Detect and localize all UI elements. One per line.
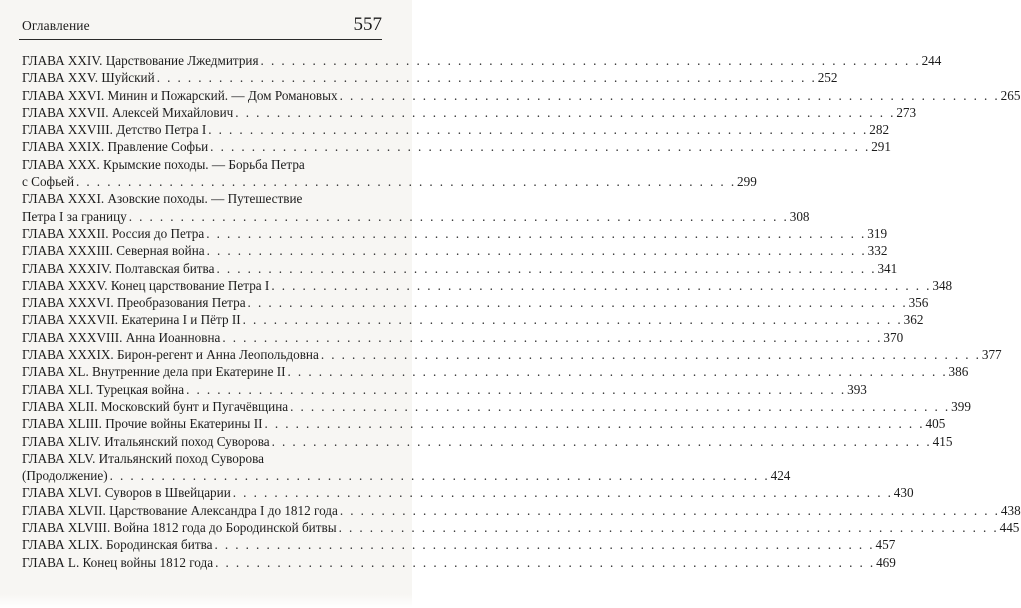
toc-entry (22, 484, 914, 501)
toc-entry-title: ГЛАВА XXXII. Россия до Петра (22, 225, 205, 241)
toc-entry-row (22, 69, 838, 86)
dot-leader: . . . . . . . . . . . . . . . . . . . . . . . . . . . . . . . . . . . . . . . . . . . . . . . . . . . . . . . . . . . . . . . . (222, 329, 883, 345)
dot-leader: . . . . . . . . . . . . . . . . . . . . . . . . . . . . . . . . . . . . . . . . . . . . . . . . . . . . . . . . . . . . . . . . (206, 225, 867, 241)
dot-leader: . . . . . . . . . . . . . . . . . . . . . . . . . . . . . . . . . . . . . . . . . . . . . . . . . . . . . . . . . . . . . . . . (247, 295, 908, 311)
toc-entry (22, 450, 791, 485)
toc-entry-title: ГЛАВА XLI. Турецкая война (22, 381, 185, 397)
toc-entry-row (22, 52, 942, 69)
toc-entry (22, 225, 888, 242)
toc-entry-page: 291 (871, 139, 891, 155)
toc-entry-page: 356 (908, 295, 929, 311)
toc-entry-title: ГЛАВА XLVI. Суворов в Швейцарии (22, 485, 231, 501)
running-header-title: Оглавление (22, 18, 90, 33)
toc-entry (22, 104, 917, 121)
dot-leader: . . . . . . . . . . . . . . . . . . . . . . . . . . . . . . . . . . . . . . . . . . . . . . . . . . . . . . . . . . . . . . . . (287, 364, 948, 380)
toc-entry-title: ГЛАВА XXXIV. Полтавская битва (22, 260, 215, 276)
toc-entry-title: с Софьей (22, 174, 75, 190)
toc-entry-page: 438 (1000, 502, 1021, 518)
toc-entry-row (22, 381, 867, 398)
toc-entry-title: ГЛАВА XXXIX. Бирон-регент и Анна Леопольдовна (22, 347, 319, 363)
toc-entry-title: ГЛАВА XXXVI. Преобразования Петра (22, 295, 246, 311)
toc-entry-row (22, 467, 791, 484)
toc-entry-title: ГЛАВА XXVII. Алексей Михайлович (22, 104, 234, 120)
toc-entry-page: 399 (951, 398, 971, 414)
dot-leader: . . . . . . . . . . . . . . . . . . . . . . . . . . . . . . . . . . . . . . . . . . . . . . . . . . . . . . . . . . . . . . . . (215, 554, 876, 570)
toc-entry-row (22, 536, 896, 553)
toc-entry-title: ГЛАВА XLIV. Итальянский поход Суворова (22, 433, 270, 449)
toc-entry-page: 282 (869, 122, 890, 138)
toc-entry-row (22, 260, 898, 277)
toc-entry-row (22, 173, 757, 190)
toc-entry-page: 377 (981, 347, 1002, 363)
dot-leader: . . . . . . . . . . . . . . . . . . . . . . . . . . . . . . . . . . . . . . . . . . . . . . . . . . . . . . . . . . . . . . . . (206, 243, 867, 259)
toc-entry-row (22, 329, 904, 346)
toc-entry-row (22, 121, 890, 138)
dot-leader: . . . . . . . . . . . . . . . . . . . . . . . . . . . . . . . . . . . . . . . . . . . . . . . . . . . . . . . . . . . . . . . . (109, 468, 770, 484)
toc-entry-row (22, 346, 1002, 363)
toc-entry (22, 294, 929, 311)
toc-entry-title: ГЛАВА XLII. Московский бунт и Пугачёвщина (22, 398, 289, 414)
toc-entry-row (22, 519, 1020, 536)
dot-leader: . . . . . . . . . . . . . . . . . . . . . . . . . . . . . . . . . . . . . . . . . . . . . . . . . . . . . . . . . . . . . . . . (339, 87, 1000, 103)
toc-entry-row (22, 208, 810, 225)
toc-entry-title: ГЛАВА XXIV. Царствование Лжедмитрия (22, 53, 259, 68)
toc-entry-title-line1: ГЛАВА XXX. Крымские походы. — Борьба Петра (22, 156, 305, 172)
toc-entry-row (22, 398, 971, 415)
toc-entry-row (22, 433, 953, 450)
toc-entry (22, 121, 890, 138)
toc-entry-page: 362 (903, 312, 924, 328)
toc-entry (22, 242, 888, 259)
dot-leader: . . . . . . . . . . . . . . . . . . . . . . . . . . . . . . . . . . . . . . . . . . . . . . . . . . . . . . . . . . . . . . . . (290, 398, 951, 414)
toc-entry-title: (Продолжение) (22, 468, 108, 484)
toc-entry (22, 138, 891, 155)
toc-entry-row (22, 554, 896, 571)
toc-entry-row (22, 484, 914, 501)
toc-entry-page: 244 (921, 53, 942, 68)
toc-entry-row (22, 225, 888, 242)
dot-leader: . . . . . . . . . . . . . . . . . . . . . . . . . . . . . . . . . . . . . . . . . . . . . . . . . . . . . . . . . . . . . . . . (128, 208, 789, 224)
toc-entry-title: ГЛАВА XL. Внутренние дела при Екатерине II (22, 364, 286, 380)
dot-leader: . . . . . . . . . . . . . . . . . . . . . . . . . . . . . . . . . . . . . . . . . . . . . . . . . . . . . . . . . . . . . . . . (242, 312, 903, 328)
toc-entry (22, 52, 942, 69)
dot-leader: . . . . . . . . . . . . . . . . . . . . . . . . . . . . . . . . . . . . . . . . . . . . . . . . . . . . . . . . . . . . . . . . (260, 53, 921, 68)
toc-entry (22, 311, 924, 328)
dot-leader: . . . . . . . . . . . . . . . . . . . . . . . . . . . . . . . . . . . . . . . . . . . . . . . . . . . . . . . . . . . . . . . . (320, 347, 981, 363)
toc-entry-title: Петра I за границу (22, 208, 127, 224)
toc-entry-page: 308 (789, 208, 810, 224)
toc-entry (22, 554, 896, 571)
dot-leader: . . . . . . . . . . . . . . . . . . . . . . . . . . . . . . . . . . . . . . . . . . . . . . . . . . . . . . . . . . . . . . . . (216, 260, 877, 276)
toc-entry (22, 415, 946, 432)
toc-entry-page: 445 (999, 520, 1020, 536)
dot-leader: . . . . . . . . . . . . . . . . . . . . . . . . . . . . . . . . . . . . . . . . . . . . . . . . . . . . . . . . . . . . . . . . (339, 502, 1000, 518)
toc-entry-row (22, 277, 953, 294)
toc-entry-page: 265 (1000, 87, 1021, 103)
toc-entry-page: 424 (770, 468, 791, 484)
toc-entry-page: 299 (737, 174, 757, 190)
toc-entry-row (22, 415, 946, 432)
toc-entry-title: ГЛАВА XLIII. Прочие войны Екатерины II (22, 416, 263, 432)
toc-entry (22, 277, 953, 294)
dot-leader: . . . . . . . . . . . . . . . . . . . . . . . . . . . . . . . . . . . . . . . . . . . . . . . . . . . . . . . . . . . . . . . . (208, 122, 869, 138)
toc-entry-title: ГЛАВА XXXV. Конец царствование Петра I (22, 277, 270, 293)
toc-entry-title: ГЛАВА XXIX. Правление Софьи (22, 139, 209, 155)
toc-entry (22, 502, 1021, 519)
toc-entry-row (22, 311, 924, 328)
toc-entry-title: ГЛАВА XXXVII. Екатерина I и Пётр II (22, 312, 241, 328)
toc-entry-page: 386 (948, 364, 969, 380)
toc-entry-row (22, 502, 1021, 519)
toc-entry-title: ГЛАВА XXV. Шуйский (22, 70, 155, 86)
toc-entry (22, 190, 810, 225)
toc-entry (22, 363, 969, 380)
toc-entry (22, 156, 757, 191)
toc-entry (22, 398, 971, 415)
dot-leader: . . . . . . . . . . . . . . . . . . . . . . . . . . . . . . . . . . . . . . . . . . . . . . . . . . . . . . . . . . . . . . . . (214, 537, 875, 553)
dot-leader: . . . . . . . . . . . . . . . . . . . . . . . . . . . . . . . . . . . . . . . . . . . . . . . . . . . . . . . . . . . . . . . . (338, 520, 999, 536)
toc-entry-page: 405 (925, 416, 946, 432)
toc-entry-page: 319 (867, 225, 888, 241)
toc-entry (22, 329, 904, 346)
dot-leader: . . . . . . . . . . . . . . . . . . . . . . . . . . . . . . . . . . . . . . . . . . . . . . . . . . . . . . . . . . . . . . . . (271, 433, 932, 449)
toc-entry-title: ГЛАВА XXXVIII. Анна Иоанновна (22, 329, 221, 345)
toc-entry (22, 536, 896, 553)
dot-leader: . . . . . . . . . . . . . . . . . . . . . . . . . . . . . . . . . . . . . . . . . . . . . . . . . . . . . . . . . . . . . . . . (210, 139, 871, 155)
toc-entry-title: ГЛАВА XXVIII. Детство Петра I (22, 122, 207, 138)
toc-entry (22, 381, 867, 398)
toc-entry-row (22, 363, 969, 380)
toc-entry-title-line1: ГЛАВА XLV. Итальянский поход Суворова (22, 450, 264, 466)
toc-entry-row (22, 294, 929, 311)
toc-entry-title: ГЛАВА XLVII. Царствование Александра I до 1812 года (22, 502, 338, 518)
toc-entry-page: 469 (876, 554, 896, 570)
toc-entry-row (22, 87, 1021, 104)
dot-leader: . . . . . . . . . . . . . . . . . . . . . . . . . . . . . . . . . . . . . . . . . . . . . . . . . . . . . . . . . . . . . . . . (186, 381, 847, 397)
dot-leader: . . . . . . . . . . . . . . . . . . . . . . . . . . . . . . . . . . . . . . . . . . . . . . . . . . . . . . . . . . . . . . . . (235, 104, 896, 120)
toc-entry (22, 519, 1020, 536)
running-header (22, 15, 382, 39)
toc-entry-title: ГЛАВА L. Конец войны 1812 года (22, 554, 214, 570)
toc-entry (22, 260, 898, 277)
table-of-contents (22, 52, 1021, 571)
toc-entry-page: 273 (896, 104, 917, 120)
toc-entry-row (22, 138, 891, 155)
toc-entry-title: ГЛАВА XLVIII. Война 1812 года до Бородинской битвы (22, 520, 337, 536)
toc-entry-page: 430 (893, 485, 914, 501)
toc-entry-page: 415 (932, 433, 953, 449)
toc-entry-page: 332 (867, 243, 888, 259)
toc-entry-page: 348 (932, 277, 953, 293)
toc-entry (22, 433, 953, 450)
toc-entry-page: 341 (877, 260, 898, 276)
dot-leader: . . . . . . . . . . . . . . . . . . . . . . . . . . . . . . . . . . . . . . . . . . . . . . . . . . . . . . . . . . . . . . . . (264, 416, 925, 432)
toc-entry-title: ГЛАВА XXXIII. Северная война (22, 243, 205, 259)
toc-entry-row (22, 104, 917, 121)
toc-entry-title: ГЛАВА XLIX. Бородинская битва (22, 537, 213, 553)
dot-leader: . . . . . . . . . . . . . . . . . . . . . . . . . . . . . . . . . . . . . . . . . . . . . . . . . . . . . . . . . . . . . . . . (271, 277, 932, 293)
dot-leader: . . . . . . . . . . . . . . . . . . . . . . . . . . . . . . . . . . . . . . . . . . . . . . . . . . . . . . . . . . . . . . . . (232, 485, 893, 501)
toc-entry-title: ГЛАВА XXVI. Минин и Пожарский. — Дом Романовых (22, 87, 338, 103)
toc-entry (22, 87, 1021, 104)
dot-leader: . . . . . . . . . . . . . . . . . . . . . . . . . . . . . . . . . . . . . . . . . . . . . . . . . . . . . . . . . . . . . . . . (156, 70, 817, 86)
toc-entry-row (22, 242, 888, 259)
toc-entry (22, 69, 838, 86)
toc-entry-page: 457 (875, 537, 896, 553)
toc-entry (22, 346, 1002, 363)
toc-entry-page: 393 (847, 381, 867, 397)
toc-entry-page: 252 (817, 70, 838, 86)
header-rule (19, 39, 382, 40)
dot-leader: . . . . . . . . . . . . . . . . . . . . . . . . . . . . . . . . . . . . . . . . . . . . . . . . . . . . . . . . . . . . . . . . (76, 174, 737, 190)
page-number: 557 (353, 14, 382, 35)
toc-entry-page: 370 (883, 329, 904, 345)
toc-entry-title-line1: ГЛАВА XXXI. Азовские походы. — Путешествие (22, 191, 303, 207)
